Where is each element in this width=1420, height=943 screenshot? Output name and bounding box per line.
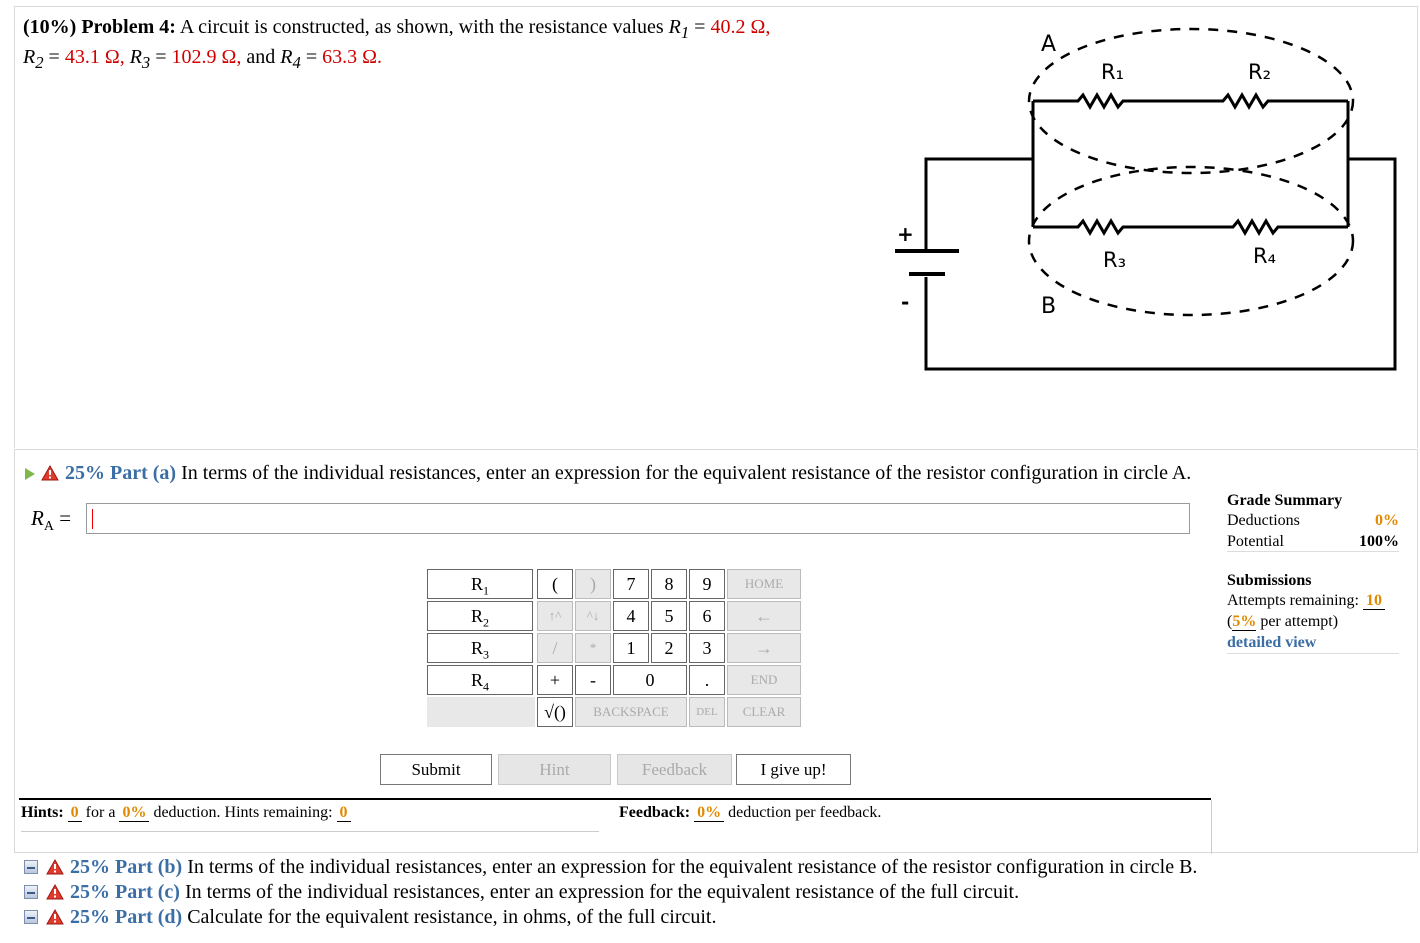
hints-count: 0 [68, 804, 82, 822]
warning-icon [46, 884, 64, 900]
text-caret [92, 509, 93, 529]
feedback-text: deduction per feedback. [728, 804, 882, 821]
key-2[interactable]: 2 [651, 633, 687, 663]
part-c-percent: 25% Part (c) [70, 881, 180, 903]
other-parts-list [24, 855, 1197, 930]
part-b-percent: 25% Part (b) [70, 856, 183, 878]
key-3[interactable]: 3 [689, 633, 725, 663]
key-r3[interactable]: $R_3$ [427, 633, 533, 663]
r3-symbol: $R_3$ [129, 46, 151, 72]
expand-triangle-icon[interactable] [25, 468, 35, 480]
hints-deduction-text: deduction. Hints remaining: [153, 804, 333, 821]
warning-icon [41, 465, 59, 481]
deductions-label: Deductions [1227, 512, 1300, 529]
key-4[interactable]: 4 [613, 601, 649, 631]
part-c-question: In terms of the individual resistances, enter an expression for the equivalent resistance of the full circuit. [184, 881, 1020, 903]
detailed-view-link[interactable]: detailed view [1227, 634, 1317, 651]
feedback-info [619, 804, 881, 822]
hints-remaining: 0 [337, 804, 351, 822]
part-a-panel [14, 449, 1418, 853]
hints-info [21, 804, 599, 832]
hints-feedback-bar [19, 798, 1211, 852]
problem-number: Problem 4: [81, 16, 176, 38]
answer-input[interactable] [86, 503, 1190, 534]
key-clear[interactable]: CLEAR [727, 697, 801, 727]
hints-label: Hints: [21, 804, 64, 821]
key-9[interactable]: 9 [689, 569, 725, 599]
wire-left-upper [926, 159, 1033, 249]
key-decimal[interactable]: . [689, 665, 725, 695]
key-r4[interactable]: $R_4$ [427, 665, 533, 695]
part-a-percent: 25% Part (a) [65, 462, 177, 484]
collapse-icon[interactable] [24, 860, 38, 874]
attempts-label: Attempts remaining: [1227, 592, 1359, 609]
r4-value: 63.3 Ω. [322, 46, 382, 68]
key-blank [427, 697, 535, 727]
problem-statement: (10%) Problem 4: A circuit is constructed, as shown, with the resistance values $R_1 = 40.2$ Ω, $R_2 = 43.1$ Ω, $R_3 = 102.9$ Ω, and $R_4 = 63.3$ Ω. [23, 16, 771, 72]
r1-value: 40.2 Ω, [710, 16, 771, 38]
deductions-value: 0% [1375, 512, 1399, 529]
label-r1: R₁ [1101, 60, 1125, 84]
key-home[interactable]: HOME [727, 569, 801, 599]
per-attempt-open: ( [1227, 613, 1233, 630]
battery-plus: + [897, 222, 914, 246]
potential-label: Potential [1227, 533, 1284, 550]
key-right-arrow[interactable]: → [727, 633, 801, 663]
problem-panel [14, 6, 1418, 448]
part-b-question: In terms of the individual resistances, enter an expression for the equivalent resistance of the resistor configuration in circle B. [187, 856, 1198, 878]
answer-label: $R_A$ = [31, 506, 72, 535]
key-0[interactable]: 0 [613, 665, 687, 695]
key-close-paren[interactable]: ) [575, 569, 611, 599]
wire-left-lower [926, 159, 1395, 369]
part-c-row[interactable] [24, 880, 1197, 905]
label-r3: R₃ [1103, 248, 1127, 272]
problem-weight: (10%) [23, 16, 77, 38]
feedback-label: Feedback: [619, 804, 691, 821]
key-7[interactable]: 7 [613, 569, 649, 599]
hints-deduction: 0% [119, 804, 149, 822]
key-open-paren[interactable]: ( [537, 569, 573, 599]
submissions-title: Submissions [1227, 572, 1312, 589]
r2-symbol: $R_2$ [23, 46, 44, 72]
key-down[interactable]: ^↓ [575, 601, 611, 631]
warning-icon [46, 859, 64, 875]
key-minus[interactable]: - [575, 665, 611, 695]
give-up-button[interactable]: I give up! [736, 754, 851, 785]
per-attempt-value: 5% [1232, 613, 1257, 630]
attempts-value: 10 [1363, 592, 1385, 610]
hints-for-a: for a [85, 804, 116, 821]
key-1[interactable]: 1 [613, 633, 649, 663]
hint-button[interactable]: Hint [498, 754, 611, 785]
r4-symbol: $R_4$ [280, 46, 301, 72]
key-up[interactable]: ↑^ [537, 601, 573, 631]
key-multiply[interactable]: * [575, 633, 611, 663]
r1-symbol: $R_1$ [668, 16, 690, 42]
key-backspace[interactable]: BACKSPACE [575, 697, 687, 727]
wire-top-branch [1033, 95, 1348, 107]
key-left-arrow[interactable]: ← [727, 601, 801, 631]
collapse-icon[interactable] [24, 910, 38, 924]
key-divide[interactable]: / [537, 633, 573, 663]
part-d-question: Calculate for the equivalent resistance, in ohms, of the full circuit. [187, 906, 717, 928]
submit-button[interactable]: Submit [380, 754, 492, 785]
key-8[interactable]: 8 [651, 569, 687, 599]
problem-intro: A circuit is constructed, as shown, with the resistance values [179, 16, 664, 38]
grade-summary [1227, 492, 1399, 654]
per-attempt-text: per attempt) [1260, 613, 1339, 630]
key-r2[interactable]: $R_2$ [427, 601, 533, 631]
part-d-row[interactable] [24, 905, 1197, 930]
key-end[interactable]: END [727, 665, 801, 695]
potential-value: 100% [1359, 533, 1399, 550]
key-r1[interactable]: $R_1$ [427, 569, 533, 599]
part-b-row[interactable] [24, 855, 1197, 880]
label-r4: R₄ [1253, 244, 1277, 268]
part-a-header[interactable] [25, 462, 1191, 485]
battery-minus: - [901, 290, 910, 314]
warning-icon [46, 909, 64, 925]
part-d-percent: 25% Part (d) [70, 906, 183, 928]
label-r2: R₂ [1248, 60, 1272, 84]
r2-value: 43.1 Ω, [64, 46, 125, 68]
r3-value: 102.9 Ω, [171, 46, 242, 68]
key-del[interactable]: DEL [689, 697, 725, 727]
part-a-question: In terms of the individual resistances, enter an expression for the equivalent resistance of the resistor configuration in circle A. [181, 462, 1192, 484]
circle-b [1029, 167, 1353, 315]
circuit-diagram [873, 19, 1413, 379]
label-a: A [1041, 32, 1057, 57]
feedback-button[interactable]: Feedback [617, 754, 732, 785]
key-6[interactable]: 6 [689, 601, 725, 631]
grade-summary-title: Grade Summary [1227, 492, 1343, 509]
wire-bottom-branch [1033, 221, 1348, 233]
feedback-deduction: 0% [694, 804, 724, 822]
label-b: B [1041, 294, 1057, 319]
and-text: and [246, 46, 276, 68]
key-5[interactable]: 5 [651, 601, 687, 631]
collapse-icon[interactable] [24, 885, 38, 899]
key-sqrt[interactable]: √() [537, 697, 573, 727]
key-plus[interactable]: + [537, 665, 573, 695]
hints-divider [1211, 800, 1212, 854]
